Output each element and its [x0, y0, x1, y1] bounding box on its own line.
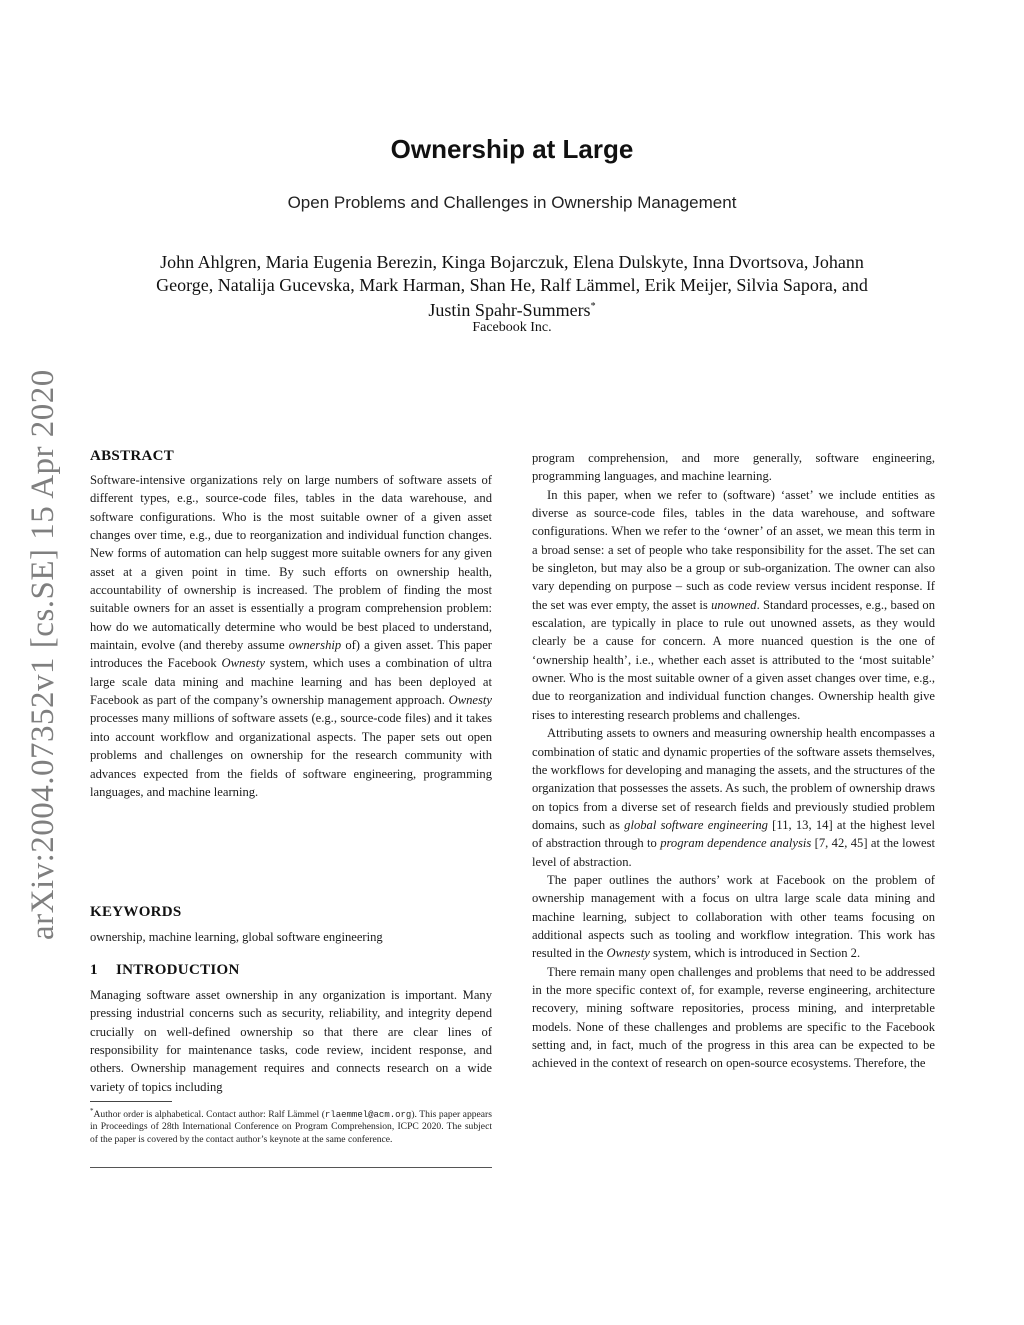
introduction-heading: 1 INTRODUCTION	[90, 962, 240, 978]
body-paragraph: Attributing assets to owners and measuring ownership health encompasses a combination of static and dynamic properties of the software assets themselves, the workflows for developing and managing the assets, and the structures of the organization that possesses the assets. As such, the problem of ownership draws on topics from a diverse set of research fields and previously studied problem domains, such as global software engineering [11, 13, 14] at the highest level of abstraction through to program dependence analysis [7, 42, 45] at the lowest level of abstraction.	[532, 726, 935, 869]
body-paragraph: In this paper, when we refer to (software) ‘asset’ we include entities as diverse as source-code files, tables in the data warehouse, and software configurations. When we refer to the ‘owner’ of an asset, we mean this term in a broad sense: a set of people who take responsibility for the asset. The set can be singleton, but may also be a group or sub-organization. The owner can also vary depending on purpose – such as code review versus incident response. If the set was ever empty, the asset is unowned. Standard processes, e.g., based on escalation, are typically in place to rule out unowned assets, as they would clearly be a cause for concern. A more nuanced question is the one of ‘ownership health’, i.e., whether each asset is attributed to the ‘most suitable’ owner. Who is the most suitable owner of a given asset changes over time, e.g., due to reorganization and individual function changes. Ownership health give rises to interesting research problems and challenges.	[532, 487, 936, 722]
introduction-body-left	[90, 986, 492, 1096]
introduction-body-right	[532, 449, 935, 1073]
abstract-body	[90, 471, 492, 801]
body-paragraph: There remain many open challenges and problems that need to be addressed in the more specific context of, for example, reverse engineering, architecture recovery, mining software repositories, process mining, and interpretable models. None of these challenges and problems are specific to the Facebook setting and, in fact, much of the progress in this area can be expected to be achieved in the context of research on open-source ecosystems. Therefore, the	[532, 964, 935, 1071]
author-list	[110, 251, 914, 322]
paper-title: Ownership at Large	[390, 134, 634, 164]
affiliation: Facebook Inc.	[472, 320, 552, 335]
footnote: *Author order is alphabetical. Contact author: Ralf Lämmel (rlaemmel@acm.org). This paper appears in Proceedings of 28th International Conference on Program Comprehension, ICPC 2020. The subject of the paper is covered by the contact author’s keynote at the same conference.	[90, 1107, 492, 1145]
author-footnote-mark: *	[590, 301, 596, 312]
body-paragraph: Managing software asset ownership in any organization is important. Many pressing industrial concerns such as security, reliability, and integrity depend crucially on well-defined ownership so that there are clear lines of responsibility for maintenance tasks, code review, incident response, and others. Ownership management requires and connects research on a wide variety of topics including	[90, 988, 492, 1094]
abstract-paragraph: Software-intensive organizations rely on large numbers of software assets of different types, e.g., source-code files, tables in the data warehouse, and software configurations. Who is the most suitable owner of a given asset changes over time, e.g., due to reorganization and individual function changes. New forms of automation can help suggest more suitable owners for any given asset at a given point in time. By such efforts on ownership health, accountability of ownership is increased. The problem of finding the most suitable owners for an asset is essentially a program comprehension problem: how do we automatically determine who would be best placed to understand, maintain, evolve (and thereby assume ownership of) a given asset. This paper introduces the Facebook Ownesty system, which uses a combination of ultra large scale data mining and machine learning and has been deployed at Facebook as part of the company’s ownership management approach. Ownesty processes many millions of software assets (e.g., source-code files) and it takes into account workflow and organizational aspects. The paper sets out open problems and challenges on ownership for the research community with advances expected from the fields of software engineering, programming languages, and machine learning.	[90, 473, 493, 799]
body-paragraph: program comprehension, and more generally, software engineering, programming languages, and machine learning.	[532, 451, 935, 484]
keywords-heading: KEYWORDS	[90, 904, 182, 920]
abstract-heading: ABSTRACT	[90, 448, 175, 464]
author-line: George, Natalija Gucevska, Mark Harman, Shan He, Ralf Lämmel, Erik Meijer, Silvia Sapora, and	[156, 274, 868, 295]
author-line: Justin Spahr-Summers*	[428, 300, 596, 320]
body-paragraph: The paper outlines the authors’ work at Facebook on the problem of ownership management with a focus on ultra large scale data mining and machine learning, subject to collaboration with other teams focusing on additional aspects such as tooling and workflow integration. This work has resulted in the Ownesty system, which is introduced in Section 2.	[532, 872, 935, 961]
column-bottom-rule	[90, 1167, 492, 1168]
keywords-list: ownership, machine learning, global software engineering	[90, 930, 383, 944]
contact-email: rlaemmel@acm.org	[324, 1110, 412, 1121]
footnote-divider	[90, 1101, 172, 1102]
arxiv-stamp: arXiv:2004.07352v1 [cs.SE] 15 Apr 2020	[25, 369, 61, 940]
paper-subtitle: Open Problems and Challenges in Ownership Management	[287, 193, 737, 212]
section-number: 1	[90, 962, 98, 978]
author-line: John Ahlgren, Maria Eugenia Berezin, Kinga Bojarczuk, Elena Dulskyte, Inna Dvortsova, Johann	[160, 252, 864, 272]
